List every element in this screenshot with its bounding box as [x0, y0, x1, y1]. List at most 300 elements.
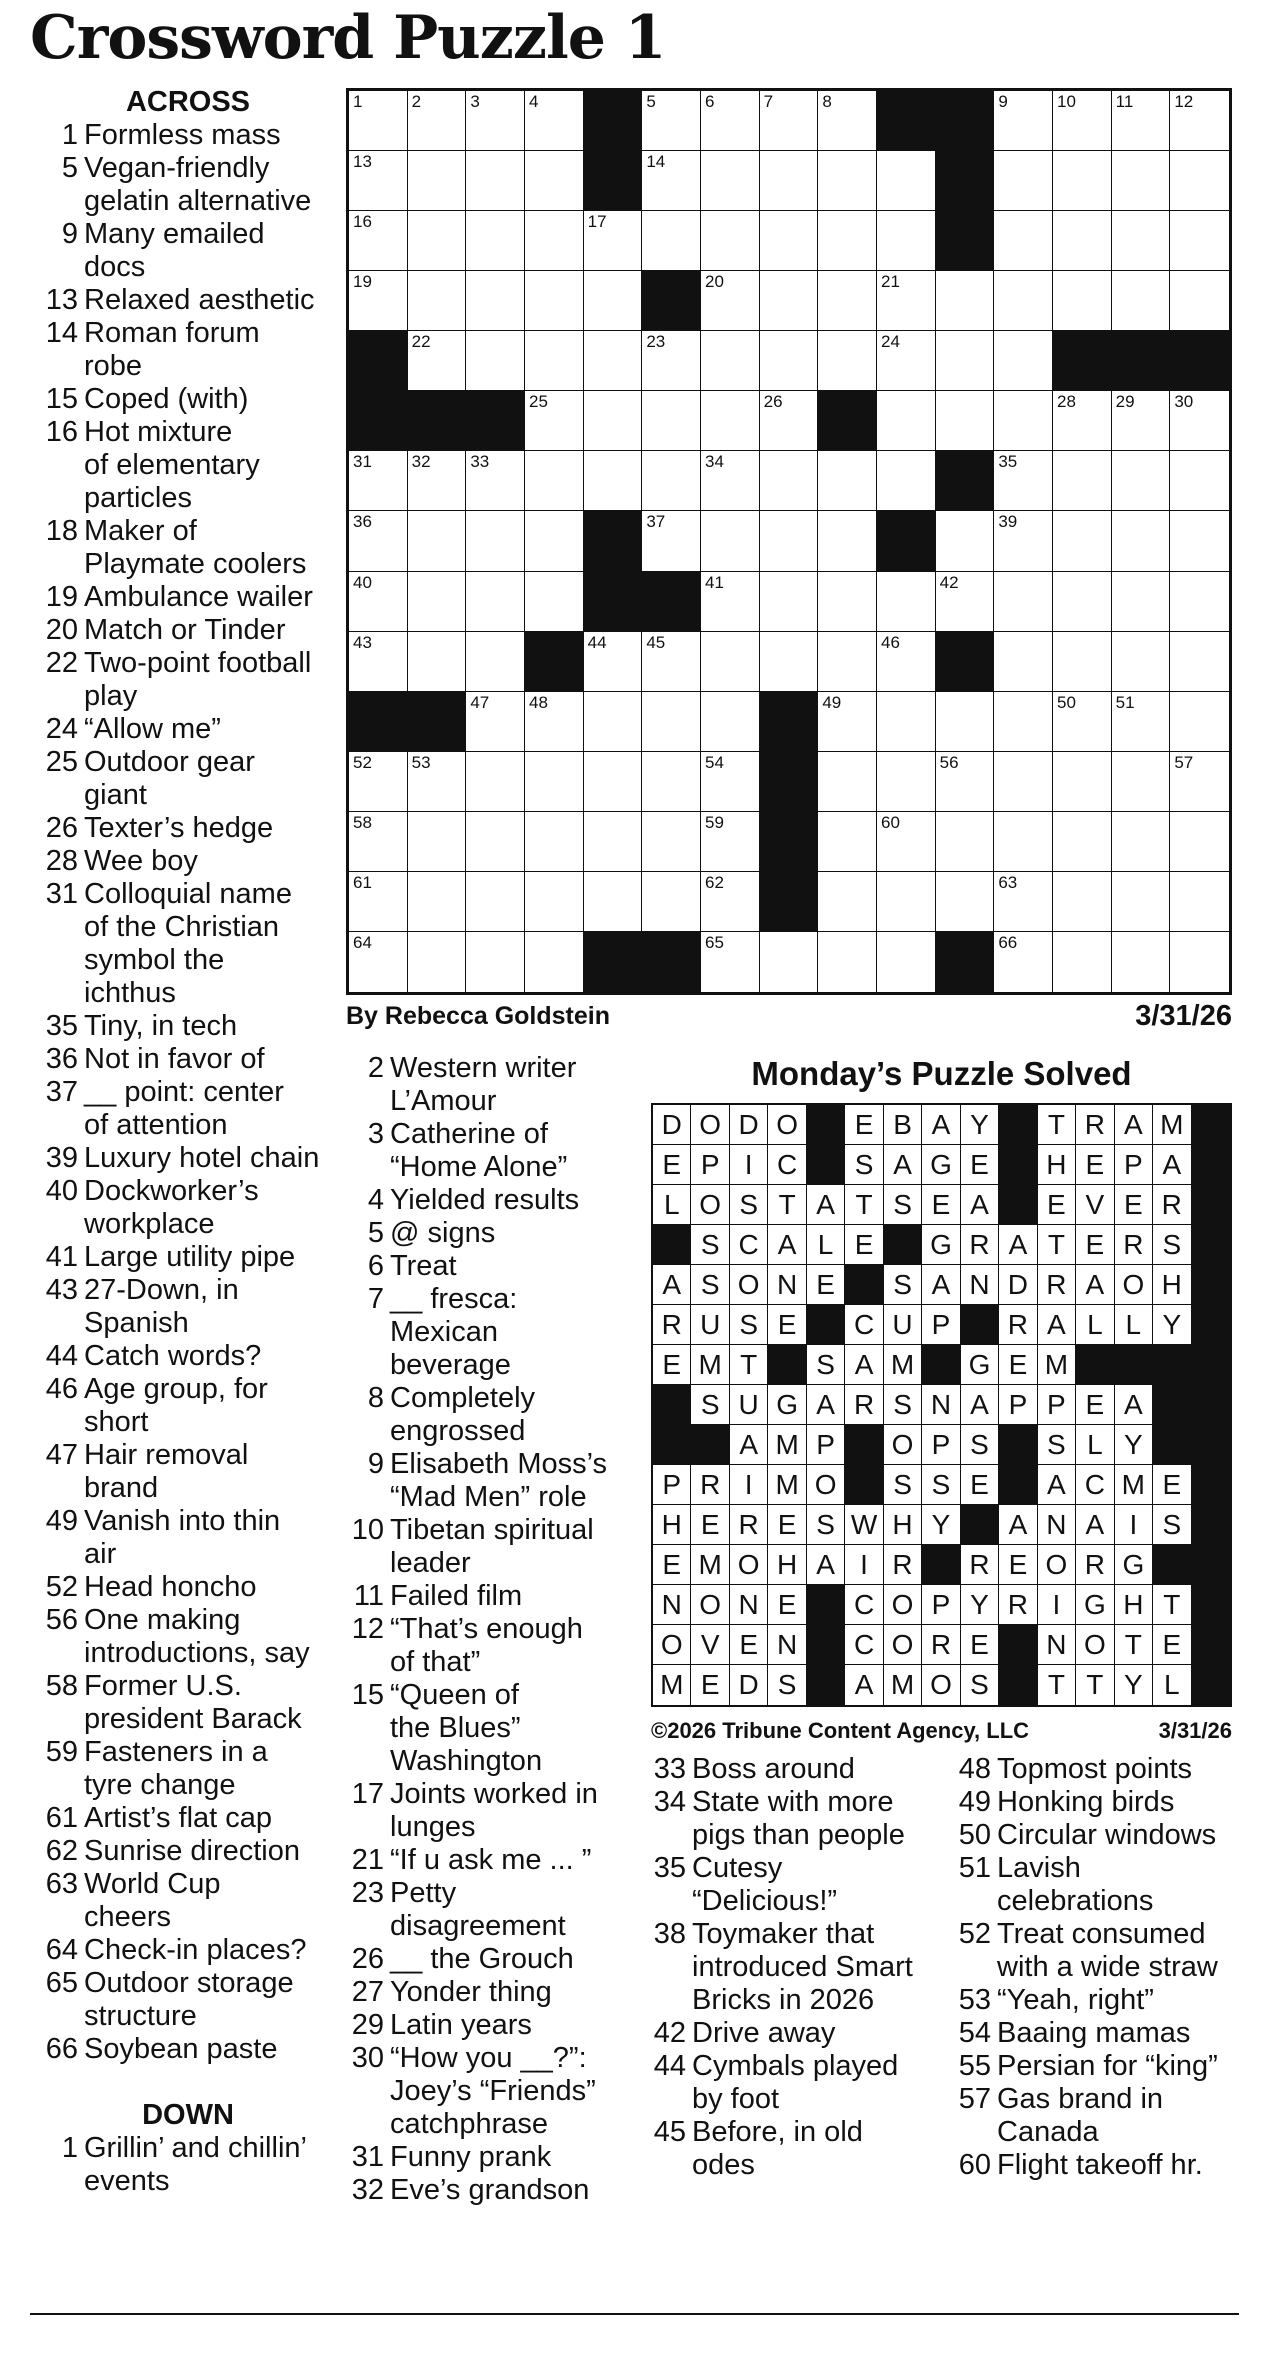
cell-number: 44: [587, 632, 607, 652]
cell-number: 46: [881, 632, 900, 652]
black-square: [584, 932, 643, 992]
solution-cell: R: [884, 1545, 922, 1585]
grid-cell[interactable]: [1053, 572, 1112, 632]
clue-text: Many emailed: [84, 218, 265, 250]
grid-cell[interactable]: [701, 692, 760, 752]
clue-item: [38, 284, 338, 317]
grid-cell[interactable]: [936, 572, 995, 632]
grid-cell[interactable]: [408, 752, 467, 812]
grid-cell[interactable]: [1112, 151, 1171, 211]
grid-cell[interactable]: [466, 692, 525, 752]
grid-cell[interactable]: [1170, 812, 1229, 872]
grid-cell[interactable]: [466, 451, 525, 511]
grid-cell[interactable]: [349, 91, 408, 151]
clue-number: 47: [45, 1439, 78, 1471]
grid-cell[interactable]: [701, 511, 760, 571]
solution-cell: N: [1038, 1505, 1076, 1545]
cell-number: 9: [998, 92, 1008, 111]
grid-cell[interactable]: [1170, 271, 1229, 331]
clue-number: 49: [45, 1505, 78, 1537]
grid-cell[interactable]: [349, 812, 408, 872]
grid-cell[interactable]: [818, 511, 877, 571]
clue-number: 15: [351, 1679, 384, 1711]
grid-cell[interactable]: [525, 932, 584, 992]
solution-cell: A: [922, 1105, 960, 1145]
solution-cell: V: [691, 1625, 729, 1665]
clue-text: Joey’s “Friends”: [390, 2075, 596, 2107]
grid-cell[interactable]: [877, 632, 936, 692]
grid-cell[interactable]: [760, 632, 819, 692]
solution-cell: H: [653, 1505, 691, 1545]
grid-cell[interactable]: [408, 632, 467, 692]
clue-text: Hair removal: [84, 1439, 249, 1471]
grid-cell[interactable]: [349, 632, 408, 692]
grid-cell[interactable]: [642, 872, 701, 932]
grid-cell[interactable]: [701, 331, 760, 391]
grid-cell[interactable]: [466, 752, 525, 812]
solution-cell: E: [1153, 1625, 1191, 1665]
grid-cell[interactable]: [525, 511, 584, 571]
grid-cell[interactable]: [701, 572, 760, 632]
grid-cell[interactable]: [466, 932, 525, 992]
black-square: [408, 692, 467, 752]
grid-cell[interactable]: [1112, 391, 1171, 451]
clue-text: “Delicious!”: [692, 1885, 838, 1917]
black-square: [760, 692, 819, 752]
grid-cell[interactable]: [525, 331, 584, 391]
solution-cell: A: [1115, 1105, 1153, 1145]
grid-cell[interactable]: [994, 872, 1053, 932]
solution-cell: R: [1076, 1545, 1114, 1585]
grid-cell[interactable]: [584, 391, 643, 451]
grid-cell[interactable]: [584, 211, 643, 271]
solution-cell: E: [961, 1145, 999, 1185]
grid-cell[interactable]: [877, 752, 936, 812]
grid-cell[interactable]: [408, 271, 467, 331]
grid-cell[interactable]: [1112, 692, 1171, 752]
grid-cell[interactable]: [408, 511, 467, 571]
grid-cell[interactable]: [818, 91, 877, 151]
grid-cell[interactable]: [818, 572, 877, 632]
grid-cell[interactable]: [466, 572, 525, 632]
grid-cell[interactable]: [877, 331, 936, 391]
grid-cell[interactable]: [701, 151, 760, 211]
grid-cell[interactable]: [1170, 932, 1229, 992]
clue-number: 26: [45, 812, 78, 844]
grid-cell[interactable]: [1170, 451, 1229, 511]
grid-cell[interactable]: [994, 91, 1053, 151]
solution-cell: T: [1153, 1585, 1191, 1625]
grid-cell[interactable]: [1053, 632, 1112, 692]
grid-cell[interactable]: [818, 812, 877, 872]
grid-cell[interactable]: [994, 812, 1053, 872]
cell-number: 50: [1057, 692, 1076, 712]
clue-text: Treat consumed: [997, 1918, 1206, 1950]
grid-cell[interactable]: [936, 331, 995, 391]
grid-cell[interactable]: [877, 451, 936, 511]
grid-cell[interactable]: [1053, 872, 1112, 932]
grid-cell[interactable]: [525, 211, 584, 271]
grid-cell[interactable]: [408, 451, 467, 511]
grid-cell[interactable]: [642, 451, 701, 511]
clue-item: [344, 2009, 644, 2042]
grid-cell[interactable]: [642, 692, 701, 752]
grid-cell[interactable]: [408, 872, 467, 932]
grid-cell[interactable]: [466, 632, 525, 692]
grid-cell[interactable]: [1170, 211, 1229, 271]
clue-number: 2: [367, 1052, 384, 1084]
clue-item: [38, 1505, 338, 1571]
grid-cell[interactable]: [584, 331, 643, 391]
grid-cell[interactable]: [877, 271, 936, 331]
grid-cell[interactable]: [1112, 91, 1171, 151]
solution-cell: E: [845, 1225, 883, 1265]
grid-cell[interactable]: [466, 812, 525, 872]
grid-cell[interactable]: [1112, 572, 1171, 632]
clue-text: odes: [692, 2149, 755, 2181]
cell-number: 13: [353, 152, 372, 172]
grid-cell[interactable]: [701, 271, 760, 331]
grid-cell[interactable]: [408, 932, 467, 992]
grid-cell[interactable]: [994, 391, 1053, 451]
cell-number: 5: [646, 92, 656, 111]
grid-cell[interactable]: [701, 91, 760, 151]
cell-number: 56: [939, 752, 959, 772]
clue-text: Honking birds: [997, 1786, 1175, 1818]
clue-text: Latin years: [390, 2009, 532, 2041]
clue-text: Flight takeoff hr.: [997, 2149, 1203, 2181]
grid-cell[interactable]: [408, 812, 467, 872]
grid-cell[interactable]: [936, 872, 995, 932]
cell-number: 30: [1174, 392, 1194, 412]
clue-text: gelatin alternative: [84, 185, 312, 217]
grid-cell[interactable]: [349, 872, 408, 932]
grid-cell[interactable]: [877, 872, 936, 932]
grid-cell[interactable]: [760, 151, 819, 211]
cell-number: 49: [822, 692, 842, 712]
grid-cell[interactable]: [525, 812, 584, 872]
solution-black-square: [807, 1305, 845, 1345]
grid-cell[interactable]: [760, 91, 819, 151]
grid-cell[interactable]: [760, 451, 819, 511]
solution-cell: S: [961, 1665, 999, 1705]
solution-cell: A: [807, 1185, 845, 1225]
clue-text: with a wide straw: [997, 1951, 1218, 1983]
grid-cell[interactable]: [584, 752, 643, 812]
cell-number: 4: [529, 92, 539, 111]
clue-text: World Cup: [84, 1868, 221, 1900]
clue-text: Circular windows: [997, 1819, 1217, 1851]
clue-number: 34: [653, 1786, 686, 1818]
solution-cell: N: [730, 1585, 768, 1625]
clue-number: 35: [45, 1010, 78, 1042]
grid-cell[interactable]: [818, 932, 877, 992]
grid-cell[interactable]: [466, 211, 525, 271]
grid-cell[interactable]: [584, 632, 643, 692]
solution-cell: Y: [1115, 1425, 1153, 1465]
grid-cell[interactable]: [1112, 511, 1171, 571]
grid-cell[interactable]: [760, 572, 819, 632]
grid-cell[interactable]: [818, 752, 877, 812]
grid-cell[interactable]: [642, 151, 701, 211]
grid-cell[interactable]: [877, 572, 936, 632]
grid-cell[interactable]: [584, 872, 643, 932]
grid-cell[interactable]: [701, 932, 760, 992]
clue-text: 27-Down, in: [84, 1274, 239, 1306]
grid-cell[interactable]: [642, 752, 701, 812]
black-square: [936, 211, 995, 271]
cell-number: 24: [881, 332, 900, 352]
grid-cell[interactable]: [994, 511, 1053, 571]
grid-cell[interactable]: [466, 511, 525, 571]
grid-cell[interactable]: [1053, 511, 1112, 571]
grid-cell[interactable]: [1170, 391, 1229, 451]
grid-cell[interactable]: [642, 211, 701, 271]
grid-cell[interactable]: [994, 331, 1053, 391]
grid-cell[interactable]: [760, 511, 819, 571]
grid-cell[interactable]: [1112, 211, 1171, 271]
clue-item: [344, 2042, 644, 2141]
grid-cell[interactable]: [1053, 91, 1112, 151]
solution-cell: E: [653, 1545, 691, 1585]
grid-cell[interactable]: [1112, 632, 1171, 692]
grid-cell[interactable]: [1170, 151, 1229, 211]
grid-cell[interactable]: [525, 572, 584, 632]
grid-cell[interactable]: [349, 271, 408, 331]
grid-cell[interactable]: [1053, 391, 1112, 451]
grid-cell[interactable]: [994, 451, 1053, 511]
grid-cell[interactable]: [1170, 872, 1229, 932]
clue-text: Large utility pipe: [84, 1241, 296, 1273]
grid-cell[interactable]: [349, 511, 408, 571]
grid-cell[interactable]: [466, 151, 525, 211]
grid-cell[interactable]: [877, 812, 936, 872]
grid-cell[interactable]: [936, 812, 995, 872]
grid-cell[interactable]: [701, 391, 760, 451]
clue-number: 4: [367, 1184, 384, 1216]
solution-cell: M: [768, 1465, 806, 1505]
grid-cell[interactable]: [1053, 692, 1112, 752]
clue-number: 23: [351, 1877, 384, 1909]
grid-cell[interactable]: [818, 211, 877, 271]
cell-number: 51: [1115, 692, 1135, 712]
grid-cell[interactable]: [994, 632, 1053, 692]
grid-cell[interactable]: [877, 932, 936, 992]
grid-cell[interactable]: [994, 932, 1053, 992]
grid-cell[interactable]: [1053, 211, 1112, 271]
grid-cell[interactable]: [642, 632, 701, 692]
grid-cell[interactable]: [760, 331, 819, 391]
grid-cell[interactable]: [818, 331, 877, 391]
grid-cell[interactable]: [936, 271, 995, 331]
byline: By Rebecca Goldstein: [346, 1002, 610, 1030]
grid-cell[interactable]: [818, 271, 877, 331]
grid-cell[interactable]: [877, 692, 936, 752]
grid-cell[interactable]: [349, 932, 408, 992]
grid-cell[interactable]: [760, 932, 819, 992]
grid-cell[interactable]: [1053, 271, 1112, 331]
grid-cell[interactable]: [408, 331, 467, 391]
grid-cell[interactable]: [994, 151, 1053, 211]
grid-cell[interactable]: [994, 271, 1053, 331]
cell-number: 45: [646, 632, 666, 652]
grid-cell[interactable]: [994, 752, 1053, 812]
cell-number: 28: [1057, 392, 1076, 412]
grid-cell[interactable]: [1112, 271, 1171, 331]
grid-cell[interactable]: [525, 872, 584, 932]
clue-number: 5: [367, 1217, 384, 1249]
grid-cell[interactable]: [818, 151, 877, 211]
solution-black-square: [1192, 1265, 1230, 1305]
grid-cell[interactable]: [525, 271, 584, 331]
clue-item: [951, 1753, 1251, 1786]
grid-cell[interactable]: [1112, 932, 1171, 992]
grid-cell[interactable]: [994, 572, 1053, 632]
solution-black-square: [807, 1665, 845, 1705]
grid-cell[interactable]: [466, 872, 525, 932]
clue-number: 14: [45, 317, 78, 349]
grid-cell[interactable]: [1053, 812, 1112, 872]
grid-cell[interactable]: [1170, 632, 1229, 692]
grid-cell[interactable]: [525, 91, 584, 151]
solution-cell: E: [1076, 1145, 1114, 1185]
grid-cell[interactable]: [525, 451, 584, 511]
grid-cell[interactable]: [701, 812, 760, 872]
clue-text: particles: [84, 482, 192, 514]
solution-black-square: [1153, 1545, 1191, 1585]
grid-cell[interactable]: [642, 511, 701, 571]
cell-number: 1: [353, 92, 363, 111]
grid-cell[interactable]: [642, 331, 701, 391]
grid-cell[interactable]: [994, 211, 1053, 271]
grid-cell[interactable]: [642, 91, 701, 151]
grid-cell[interactable]: [408, 572, 467, 632]
clue-number: 9: [367, 1448, 384, 1480]
grid-cell[interactable]: [349, 572, 408, 632]
cell-number: 2: [411, 92, 422, 111]
grid-cell[interactable]: [349, 451, 408, 511]
solution-cell: P: [922, 1305, 960, 1345]
grid-cell[interactable]: [1053, 932, 1112, 992]
grid-cell[interactable]: [701, 872, 760, 932]
grid-cell[interactable]: [642, 812, 701, 872]
solution-cell: A: [999, 1505, 1037, 1545]
solution-cell: S: [884, 1465, 922, 1505]
grid-cell[interactable]: [466, 91, 525, 151]
grid-cell[interactable]: [349, 752, 408, 812]
grid-cell[interactable]: [1170, 91, 1229, 151]
grid-cell[interactable]: [525, 692, 584, 752]
clue-number: 21: [351, 1844, 384, 1876]
grid-cell[interactable]: [1170, 572, 1229, 632]
solution-cell: S: [922, 1465, 960, 1505]
clue-number: 32: [351, 2174, 384, 2206]
grid-cell[interactable]: [877, 211, 936, 271]
grid-cell[interactable]: [525, 151, 584, 211]
grid-cell[interactable]: [408, 151, 467, 211]
cell-number: 35: [998, 452, 1018, 472]
clue-number: 40: [45, 1175, 78, 1207]
grid-cell[interactable]: [936, 391, 995, 451]
clue-item: [38, 1175, 338, 1241]
clue-text: Formless mass: [84, 119, 281, 151]
solution-cell: N: [1038, 1625, 1076, 1665]
grid-cell[interactable]: [584, 451, 643, 511]
grid-cell[interactable]: [466, 331, 525, 391]
grid-cell[interactable]: [701, 752, 760, 812]
grid-cell[interactable]: [584, 692, 643, 752]
grid-cell[interactable]: [1170, 752, 1229, 812]
grid-cell[interactable]: [349, 211, 408, 271]
clue-item: [344, 1976, 644, 2009]
grid-cell[interactable]: [408, 91, 467, 151]
solution-cell: N: [768, 1625, 806, 1665]
clue-text: Playmate coolers: [84, 548, 307, 580]
grid-cell[interactable]: [1112, 752, 1171, 812]
black-square: [1112, 331, 1171, 391]
grid-cell[interactable]: [877, 391, 936, 451]
clue-text: __ the Grouch: [390, 1943, 574, 1975]
grid-cell[interactable]: [1053, 752, 1112, 812]
grid-cell[interactable]: [818, 872, 877, 932]
grid-cell[interactable]: [760, 271, 819, 331]
page-title: Crossword Puzzle 1: [30, 3, 666, 73]
grid-cell[interactable]: [584, 812, 643, 872]
grid-cell[interactable]: [1170, 692, 1229, 752]
solution-black-square: [807, 1625, 845, 1665]
clue-text: Before, in old: [692, 2116, 863, 2148]
grid-cell[interactable]: [525, 391, 584, 451]
grid-cell[interactable]: [701, 632, 760, 692]
clue-item: [38, 581, 338, 614]
grid-cell[interactable]: [525, 752, 584, 812]
clue-item: [38, 1736, 338, 1802]
grid-cell[interactable]: [818, 632, 877, 692]
clue-item: [951, 1819, 1251, 1852]
grid-cell[interactable]: [349, 151, 408, 211]
grid-cell[interactable]: [584, 271, 643, 331]
grid-cell[interactable]: [760, 391, 819, 451]
grid-cell[interactable]: [994, 692, 1053, 752]
grid-cell[interactable]: [818, 692, 877, 752]
grid-cell[interactable]: [701, 211, 760, 271]
grid-cell[interactable]: [701, 451, 760, 511]
solution-cell: O: [768, 1105, 806, 1145]
down-clues-column-4: [951, 1753, 1251, 2182]
grid-cell[interactable]: [877, 151, 936, 211]
grid-cell[interactable]: [1053, 451, 1112, 511]
clue-text: Wee boy: [84, 845, 198, 877]
grid-cell[interactable]: [1112, 451, 1171, 511]
clue-item: [38, 1835, 338, 1868]
grid-cell[interactable]: [466, 271, 525, 331]
grid-cell[interactable]: [936, 752, 995, 812]
grid-cell[interactable]: [1112, 872, 1171, 932]
grid-cell[interactable]: [1053, 151, 1112, 211]
grid-cell[interactable]: [642, 391, 701, 451]
across-clues: [38, 86, 338, 2198]
grid-cell[interactable]: [760, 211, 819, 271]
grid-cell[interactable]: [1112, 812, 1171, 872]
grid-cell[interactable]: [818, 451, 877, 511]
grid-cell[interactable]: [408, 211, 467, 271]
grid-cell[interactable]: [936, 511, 995, 571]
cell-number: 3: [470, 92, 480, 111]
grid-cell[interactable]: [1170, 511, 1229, 571]
grid-cell[interactable]: [936, 692, 995, 752]
cell-number: 38: [881, 512, 900, 532]
cell-number: 17: [587, 212, 607, 232]
